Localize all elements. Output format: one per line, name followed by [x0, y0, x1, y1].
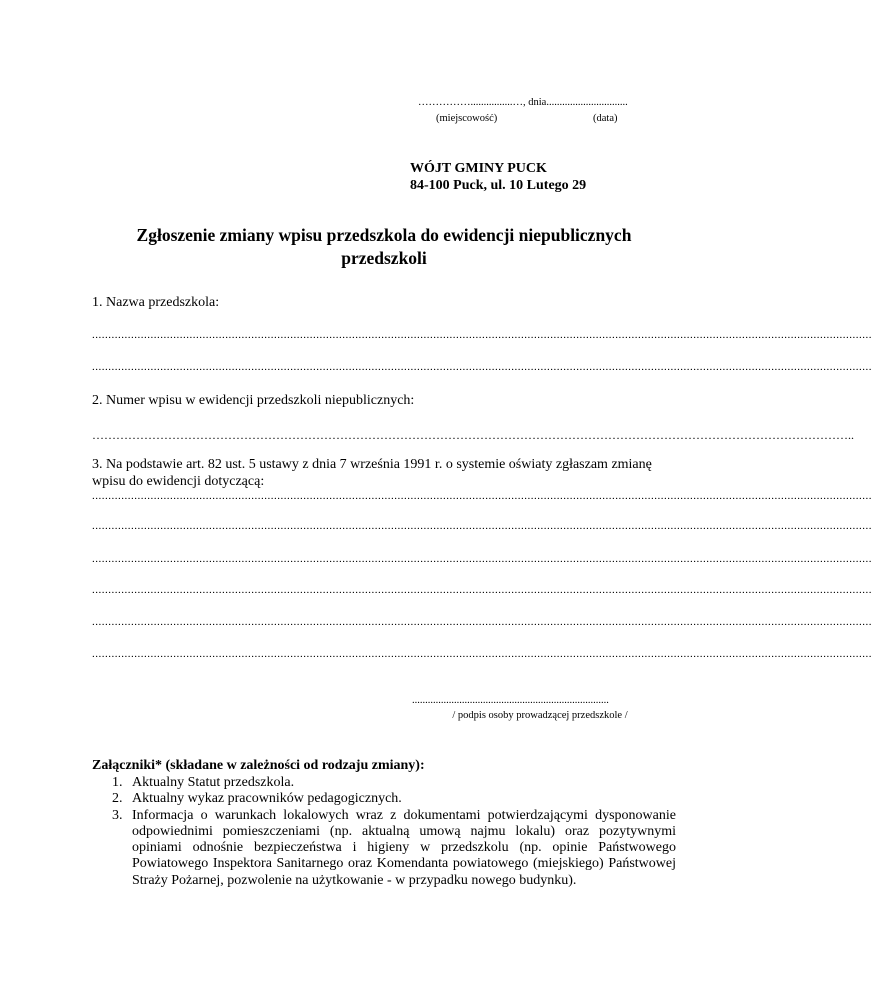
- list-item: [112, 791, 676, 807]
- list-item: [112, 775, 676, 791]
- section2-label: 2. Numer wpisu w ewidencji przedszkoli niepublicznych:: [92, 393, 415, 408]
- attachments-list: [112, 775, 676, 889]
- signature-dots[interactable]: ...........................................................................: [412, 695, 609, 706]
- section3-dots-line[interactable]: ................................................................................................................................................................................................................................................: [92, 553, 872, 565]
- list-item-text: Informacja o warunkach lokalowych wraz z dokumentami potwierdzającymi dysponowanie odpowiednimi pomieszczeniami (np. aktualną umową najmu lokalu) oraz pozytywnymi opiniami odnośnie bezpieczeństwa i higieny w przedszkolu (np. opinie Państwowego Powiatowego Inspektora Sanitarnego oraz Komendanta powiatowego (miejskiego) Państwowej Straży Pożarnej, pozwolenie na użytkowanie - w przypadku nowego budynku).: [132, 807, 676, 888]
- recipient-name: WÓJT GMINY PUCK: [410, 161, 547, 176]
- list-item-text: Aktualny wykaz pracowników pedagogicznych.: [132, 791, 402, 807]
- section1-label: 1. Nazwa przedszkola:: [92, 295, 220, 310]
- section3-label: 3. Na podstawie art. 82 ust. 5 ustawy z dnia 7 września 1991 r. o systemie oświaty zgłaszam zmianę wpisu do ewidencji dotyczącą:: [92, 457, 652, 489]
- place-date-line: ……………................…, dnia...............................: [418, 97, 628, 108]
- date-label: (data): [593, 113, 618, 124]
- list-item-number: 1.: [112, 775, 123, 790]
- list-item-text: Aktualny Statut przedszkola.: [132, 775, 295, 790]
- list-item-number: 3.: [112, 807, 123, 823]
- signature-label: / podpis osoby prowadzącej przedszkole /: [452, 710, 628, 721]
- attachments-title: Załączniki* (składane w zależności od rodzaju zmiany):: [92, 758, 425, 773]
- section3-dots-line[interactable]: ................................................................................................................................................................................................................................................: [92, 648, 872, 660]
- page-title: Zgłoszenie zmiany wpisu przedszkola do ewidencji niepublicznych przedszkoli: [136, 225, 632, 268]
- section1-dots-line[interactable]: ................................................................................................................................................................................................................................................: [92, 329, 872, 341]
- section3-dots-line[interactable]: ................................................................................................................................................................................................................................................: [92, 520, 872, 532]
- recipient-address: 84-100 Puck, ul. 10 Lutego 29: [410, 178, 587, 193]
- section3-dots-line[interactable]: ................................................................................................................................................................................................................................................: [92, 584, 872, 596]
- list-item-number: 2.: [112, 791, 123, 807]
- section3-dots-line[interactable]: ................................................................................................................................................................................................................................................: [92, 490, 872, 502]
- list-item: [112, 808, 676, 889]
- section3-dots-line[interactable]: ................................................................................................................................................................................................................................................: [92, 616, 872, 628]
- place-label: (miejscowość): [436, 113, 498, 124]
- section2-dots-line[interactable]: ………………………………………………………………………………………………………………………………………………………………………..: [92, 428, 854, 442]
- section1-dots-line[interactable]: ................................................................................................................................................................................................................................................: [92, 361, 872, 373]
